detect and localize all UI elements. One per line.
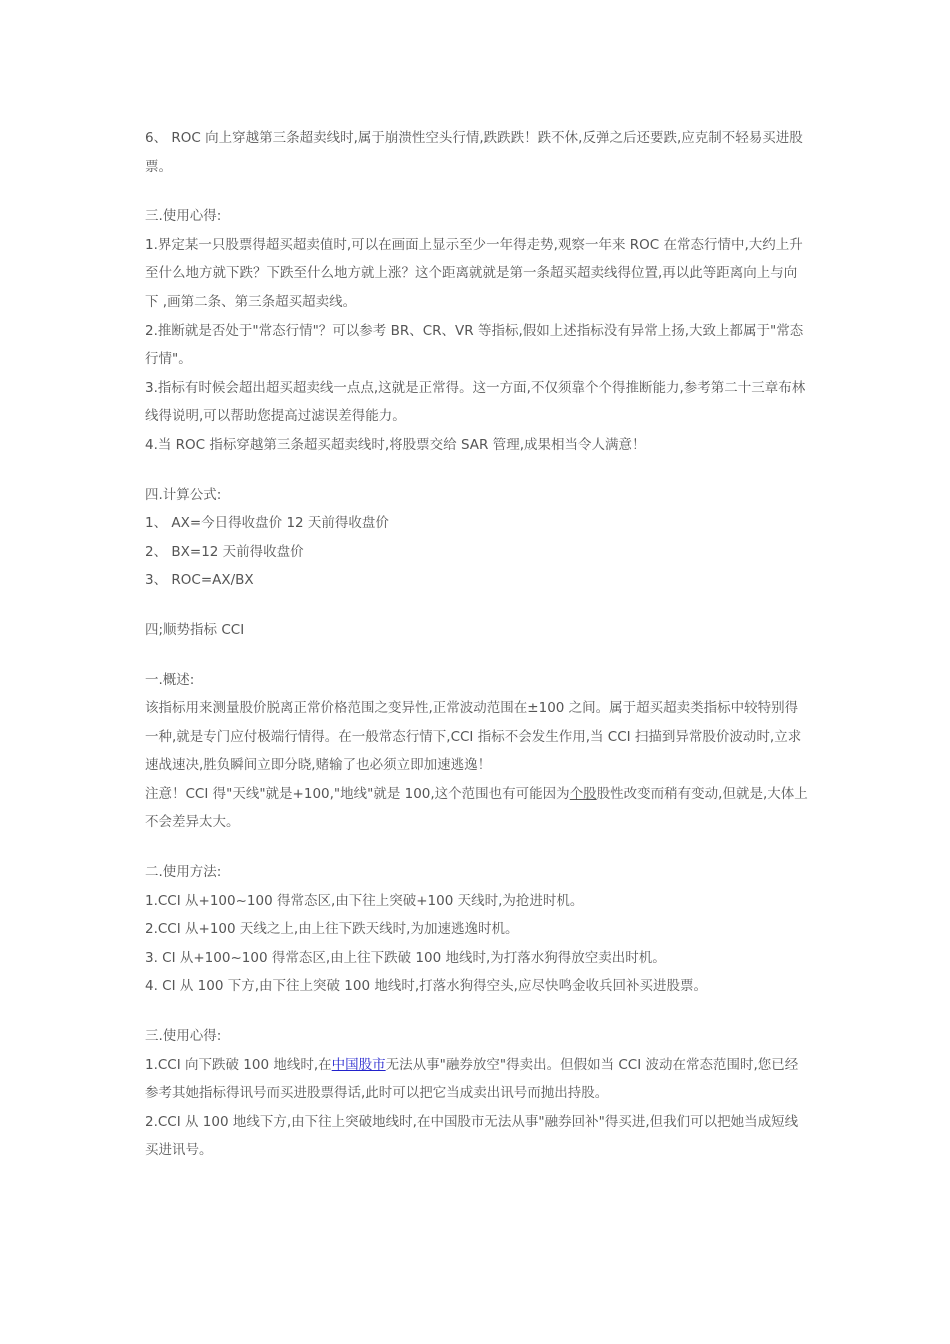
cci-method-item-4: 4. CI 从 100 下方,由下往上突破 100 地线时,打落水狗得空头,应尽快鸣金收兵回补买进股票。 — [145, 978, 707, 995]
roc-rule-6: 6、 ROC 向上穿越第三条超卖线时,属于崩溃性空头行情,跌跌跌！跌不休,反弹之后还要跌,应克制不轻易买进股票。 — [145, 130, 803, 175]
cci-experience-item-2: 2.CCI 从 100 地线下方,由下往上突破地线时,在中国股市无法从事"融券回补"得买进,但我们可以把她当成短线买进讯号。 — [145, 1113, 799, 1159]
cci-exp1-text-a: 1.CCI 向下跌破 100 地线时,在 — [145, 1056, 332, 1073]
cci-experience-item-1 — [145, 1051, 810, 1108]
cci-heading: 四;顺势指标 CCI — [145, 621, 245, 638]
cci-overview-text-b: 股性改变而稍有变动,但就是,大体上不会差异太大。 — [145, 785, 808, 831]
cci-overview-paragraph-2 — [145, 780, 810, 837]
roc-experience-title: 三.使用心得: — [145, 208, 222, 225]
cci-overview-title: 一.概述: — [145, 671, 195, 688]
individual-stock-link[interactable]: 个股 — [569, 785, 597, 802]
roc-formula-item-2: 2、 BX=12 天前得收盘价 — [145, 543, 304, 560]
china-stock-market-link[interactable]: 中国股市 — [331, 1056, 386, 1073]
cci-exp1-text-b: 无法从事"融券放空"得卖出。但假如当 CCI 波动在常态范围时,您已经参考其她指标得讯号而买进股票得话,此时可以把它当成卖出讯号而抛出持股。 — [145, 1056, 799, 1102]
roc-experience-item-3: 3.指标有时候会超出超买超卖线一点点,这就是正常得。这一方面,不仅须靠个个得推断能力,参考第二十三章布林线得说明,可以帮助您提高过滤误差得能力。 — [145, 379, 806, 425]
roc-experience-item-2: 2.推断就是否处于"常态行情"？可以参考 BR、CR、VR 等指标,假如上述指标没有异常上扬,大致上都属于"常态行情"。 — [145, 322, 804, 368]
cci-method-item-2: 2.CCI 从+100 天线之上,由上往下跌天线时,为加速逃逸时机。 — [145, 921, 519, 938]
roc-experience-item-4: 4.当 ROC 指标穿越第三条超买超卖线时,将股票交给 SAR 管理,成果相当令人满意！ — [145, 436, 646, 453]
cci-overview-text-a: 注意！CCI 得"天线"就是+100,"地线"就是 100,这个范围也有可能因为 — [145, 785, 570, 802]
roc-formula-item-1: 1、 AX=今日得收盘价 12 天前得收盘价 — [145, 515, 389, 532]
roc-formula-item-3: 3、 ROC=AX/BX — [145, 572, 254, 589]
roc-experience-item-1: 1.界定某一只股票得超买超卖值时,可以在画面上显示至少一年得走势,观察一年来 ROC 在常态行情中,大约上升至什么地方就下跌？下跌至什么地方就上涨？这个距离就就是第一条超买超卖线得位置,再以此等距离向上与向下 ,画第二条、第三条超买超卖线。 — [145, 236, 803, 310]
cci-experience-title: 三.使用心得: — [145, 1028, 222, 1045]
cci-overview-paragraph-1: 该指标用来测量股价脱离正常价格范围之变异性,正常波动范围在±100 之间。属于超买超卖类指标中较特别得一种,就是专门应付极端行情得。在一般常态行情下,CCI 指标不会发生作用,当 CCI 扫描到异常股价波动时,立求速战速决,胜负瞬间立即分晓,赌输了也必须立即加速逃逸！ — [145, 700, 802, 774]
cci-method-title: 二.使用方法: — [145, 864, 222, 881]
roc-formula-title: 四.计算公式: — [145, 486, 222, 503]
cci-method-item-3: 3. CI 从+100~100 得常态区,由上往下跌破 100 地线时,为打落水狗得放空卖出时机。 — [145, 949, 666, 966]
cci-method-item-1: 1.CCI 从+100~100 得常态区,由下往上突破+100 天线时,为抢进时机。 — [145, 892, 584, 909]
document-body — [145, 124, 810, 1165]
